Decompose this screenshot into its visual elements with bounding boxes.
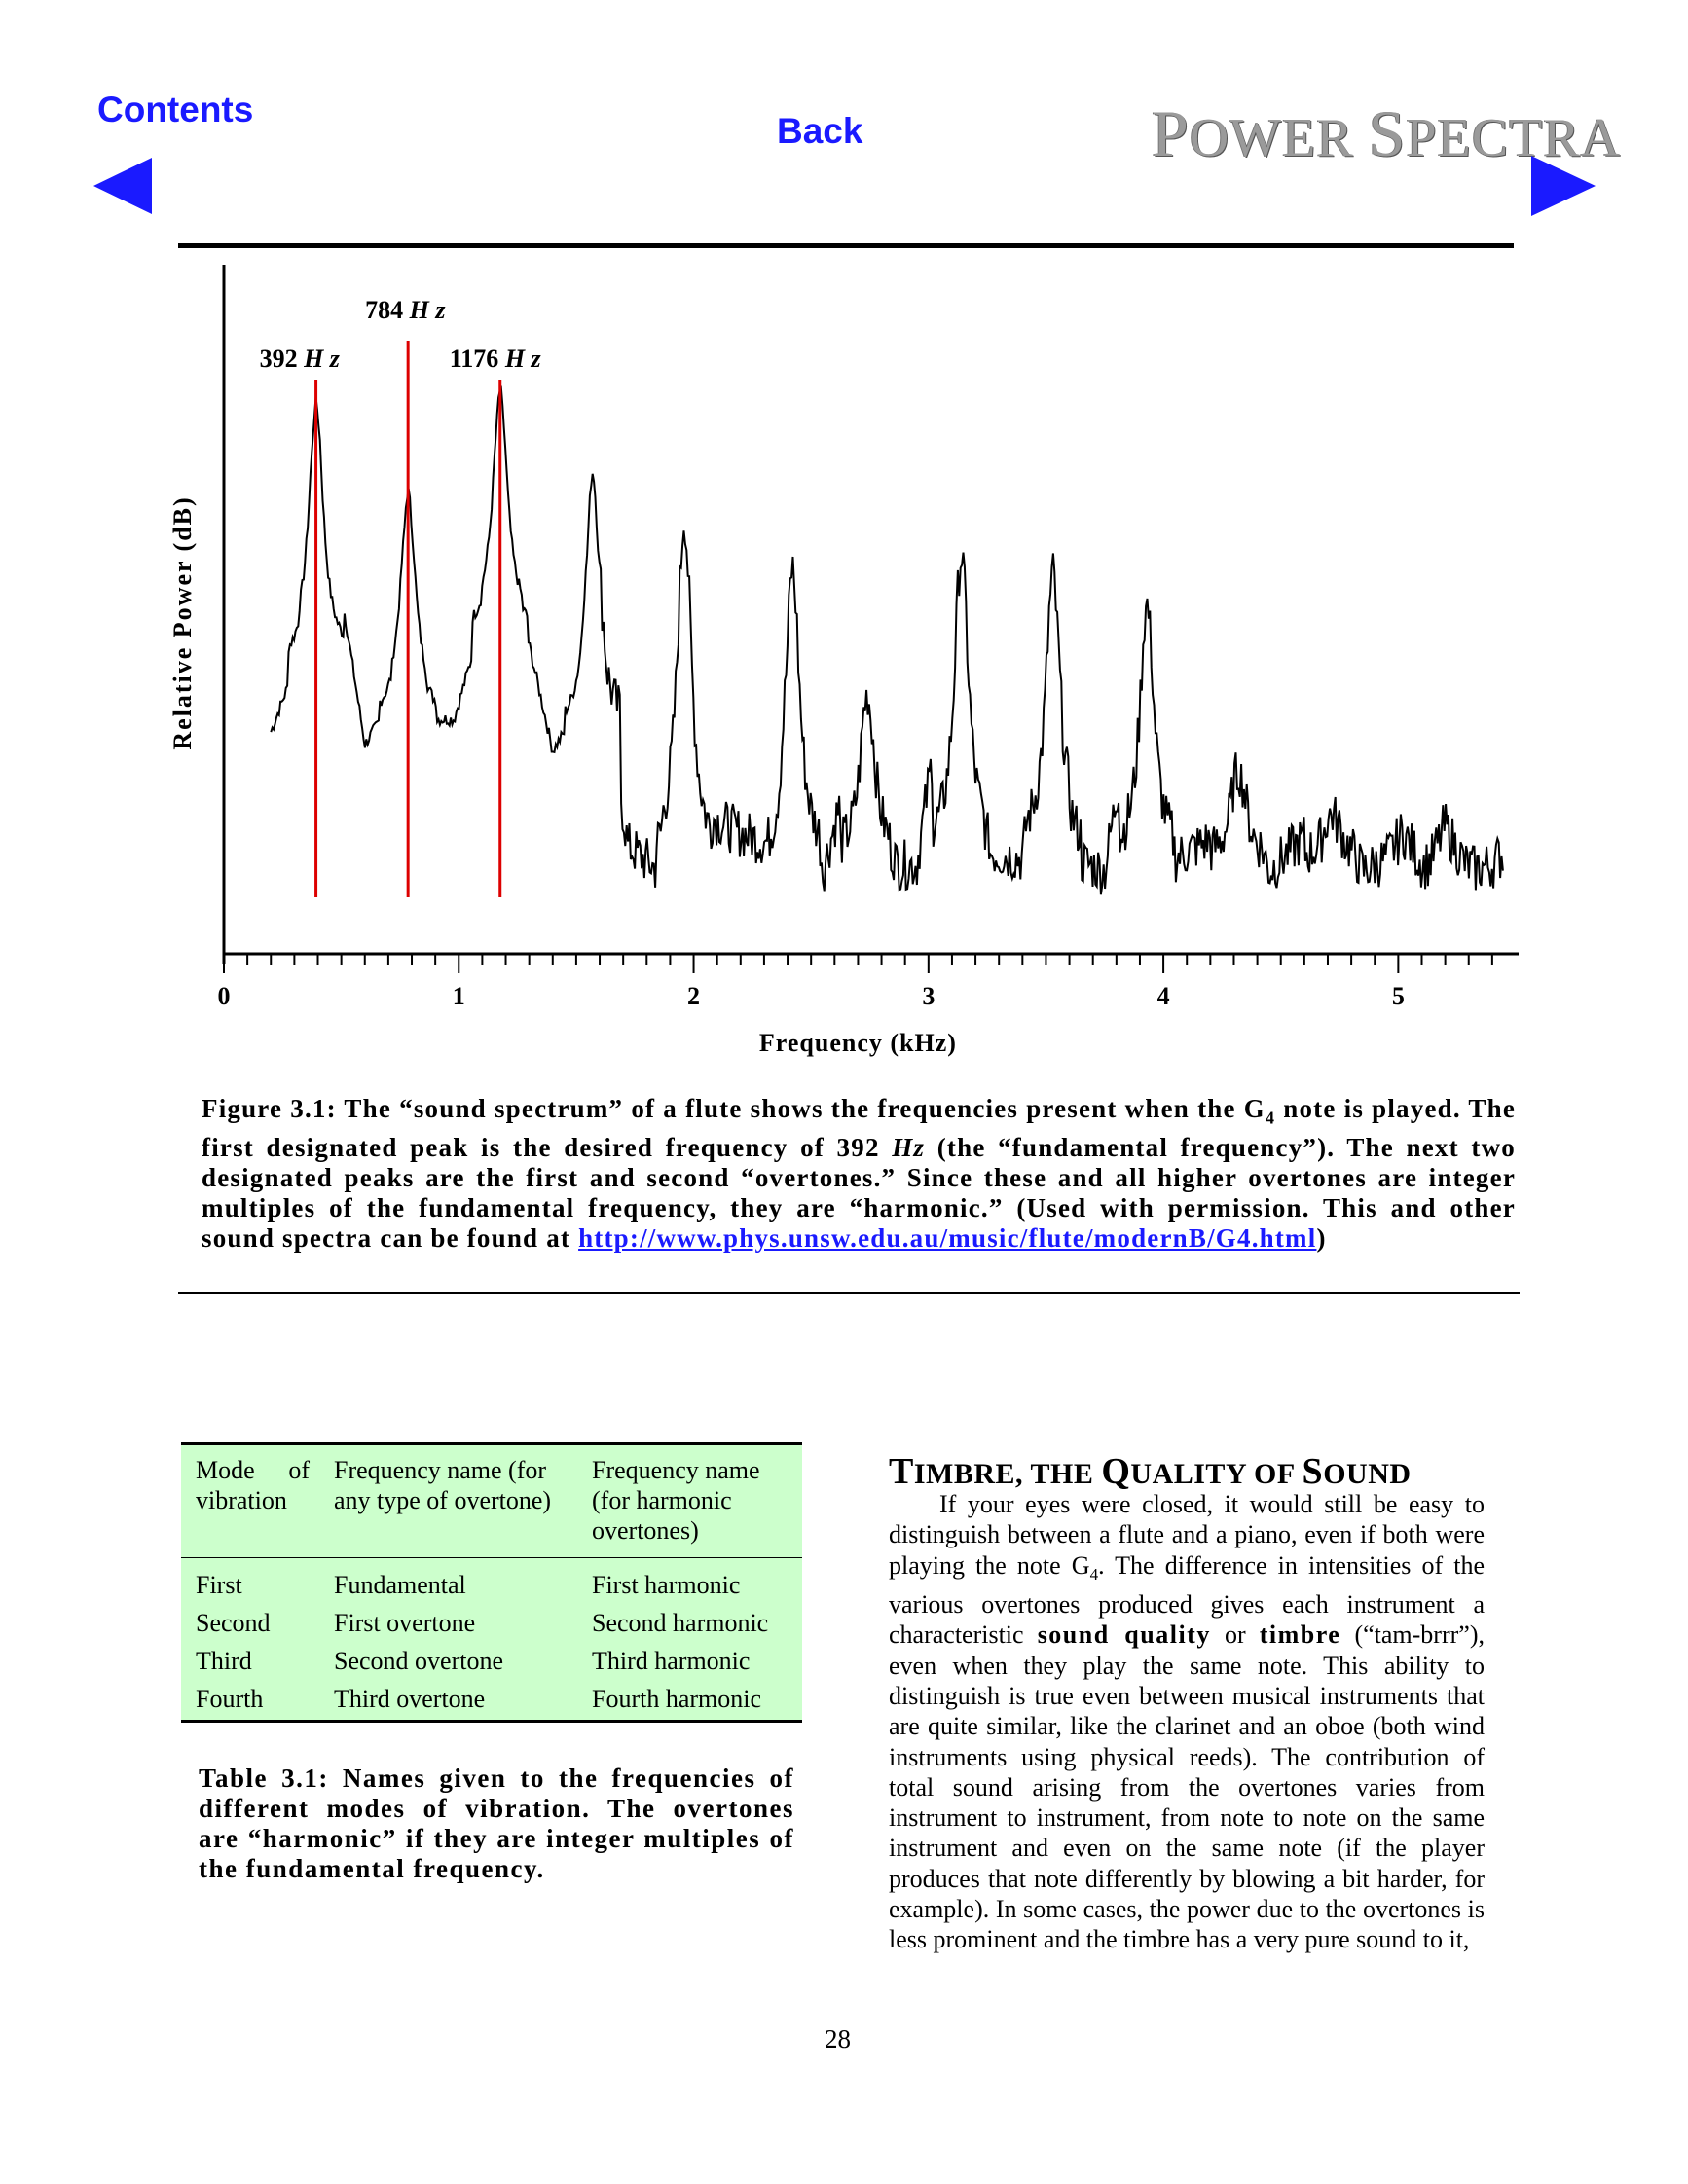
section-title-part-1: IMBRE, THE [913,1458,1102,1490]
running-title-cap-1: P [1152,96,1190,170]
table-cell: Third overtone [334,1685,486,1713]
table-cell: Fundamental [334,1571,466,1599]
table-cell: Fourth [196,1685,264,1713]
x-tick-label: 5 [1391,982,1405,1010]
section-title-cap-2: Q [1101,1451,1131,1492]
top-rule [178,243,1514,248]
body-paragraph [889,1489,1485,1955]
figure-caption-subscript: 4 [1265,1108,1276,1128]
harmonic-marker-label: 1176 H z [449,345,541,373]
x-tick-label: 2 [687,982,701,1010]
section-title-cap-1: T [889,1451,914,1492]
table-cell: First harmonic [592,1571,741,1599]
body-text-d: (“tam-brrr”), even when they play the same note. This ability to distinguish is true even between musical instruments that are quite similar, like the clarinet and an oboe (both wind instruments using physical reeds). The contribution of total sound arising from the overtones varies from instrument to instrument, from note to note on the same instrument and even on the same note (if the player produces that note differently by blowing a bit harder, for example). In some cases, the power due to the overtones is less prominent and the timbre has a very pure sound to it, [889,1620,1485,1954]
table-cell: First overtone [334,1609,476,1637]
running-title-cap-2: S [1368,96,1407,170]
figure-caption-text-c: (the “fundamental frequency”). The next two designated peaks are the first and second “overtones.” Since these and all higher overtones are integer multiples of the fundamental frequency, they are “harmonic.” (Used with permission. This and other sound spectra can be found at [202,1133,1516,1254]
table-row [181,1684,802,1720]
x-tick-label: 0 [217,982,231,1010]
figure-bottom-rule [178,1292,1520,1294]
table-bottom-rule [181,1720,802,1723]
running-title-part-2: PECTRA [1406,108,1622,168]
table-header-cell: Mode of vibration [196,1456,310,1514]
table-cell: Third harmonic [592,1647,751,1675]
body-text-b: . The difference in intensities of the various overtones produced gives each instrument a characteristic [889,1550,1486,1650]
table-cell: First [196,1571,242,1599]
running-title-part-1: OWER [1189,108,1369,168]
spectrum-series-line [271,388,1503,894]
page-number: 28 [825,2024,851,2054]
previous-page-arrow-icon[interactable] [93,158,154,219]
figure-caption-text-d: ) [1316,1223,1327,1254]
body-text-c: or [1210,1620,1260,1650]
contents-link[interactable]: Contents [97,90,254,129]
harmonic-marker-label: 784 H z [365,296,446,324]
modes-table-container [181,1442,802,1723]
body-text-a: If your eyes were closed, it would still be easy to distinguish between a flute and a piano, even if both were playing the note G [889,1490,1485,1580]
body-subscript: 4 [1089,1564,1099,1583]
table-cell: Third [196,1647,252,1675]
table-cell: Second overtone [334,1647,504,1675]
section-title-part-3: OUND [1323,1458,1412,1490]
term-timbre: timbre [1259,1620,1341,1650]
section-body [889,1489,1485,1955]
table-row [181,1558,802,1608]
figure-caption-label: Figure 3.1: [202,1094,337,1123]
x-tick-label: 3 [922,982,936,1010]
figure-caption-text-b: note is played. The first designated peak is the desired frequency of 392 [202,1094,1516,1163]
table-caption: Table 3.1: Names given to the frequencies of different modes of vibration. The overtones are “harmonic” if they are integer multiples of the fundamental frequency. [199,1764,794,1883]
next-page-arrow-icon[interactable] [1531,156,1596,221]
x-tick-label: 1 [452,982,465,1010]
figure-caption-text-a: The “sound spectrum” of a flute shows the frequencies present when the G [336,1094,1266,1123]
back-link[interactable]: Back [777,111,863,151]
table-row [181,1646,802,1684]
section-title-cap-3: S [1302,1451,1324,1492]
figure-caption-link[interactable]: http://www.phys.unsw.edu.au/music/flute/modernB/G4.html [578,1223,1317,1254]
modes-table [181,1445,802,1720]
power-spectrum-chart [146,255,1528,1068]
table-header-cell: Frequency name (for any type of overtone) [334,1456,552,1514]
y-axis-label: Relative Power (dB) [168,495,197,750]
table-header-cell: Frequency name (for harmonic overtones) [592,1456,760,1545]
section-title [889,1450,1412,1493]
table-cell: Second [196,1609,271,1637]
table-cell: Second harmonic [592,1609,769,1637]
table-header-row [181,1445,802,1557]
harmonic-marker-label: 392 H z [259,345,340,373]
x-tick-label: 4 [1156,982,1170,1010]
x-axis-label: Frequency (kHz) [758,1029,957,1057]
table-cell: Fourth harmonic [592,1685,762,1713]
term-sound-quality: sound quality [1037,1620,1211,1650]
figure-caption [202,1094,1516,1254]
section-title-part-2: UALITY OF [1130,1458,1303,1490]
table-row [181,1608,802,1646]
figure-caption-hz: Hz [892,1133,926,1163]
